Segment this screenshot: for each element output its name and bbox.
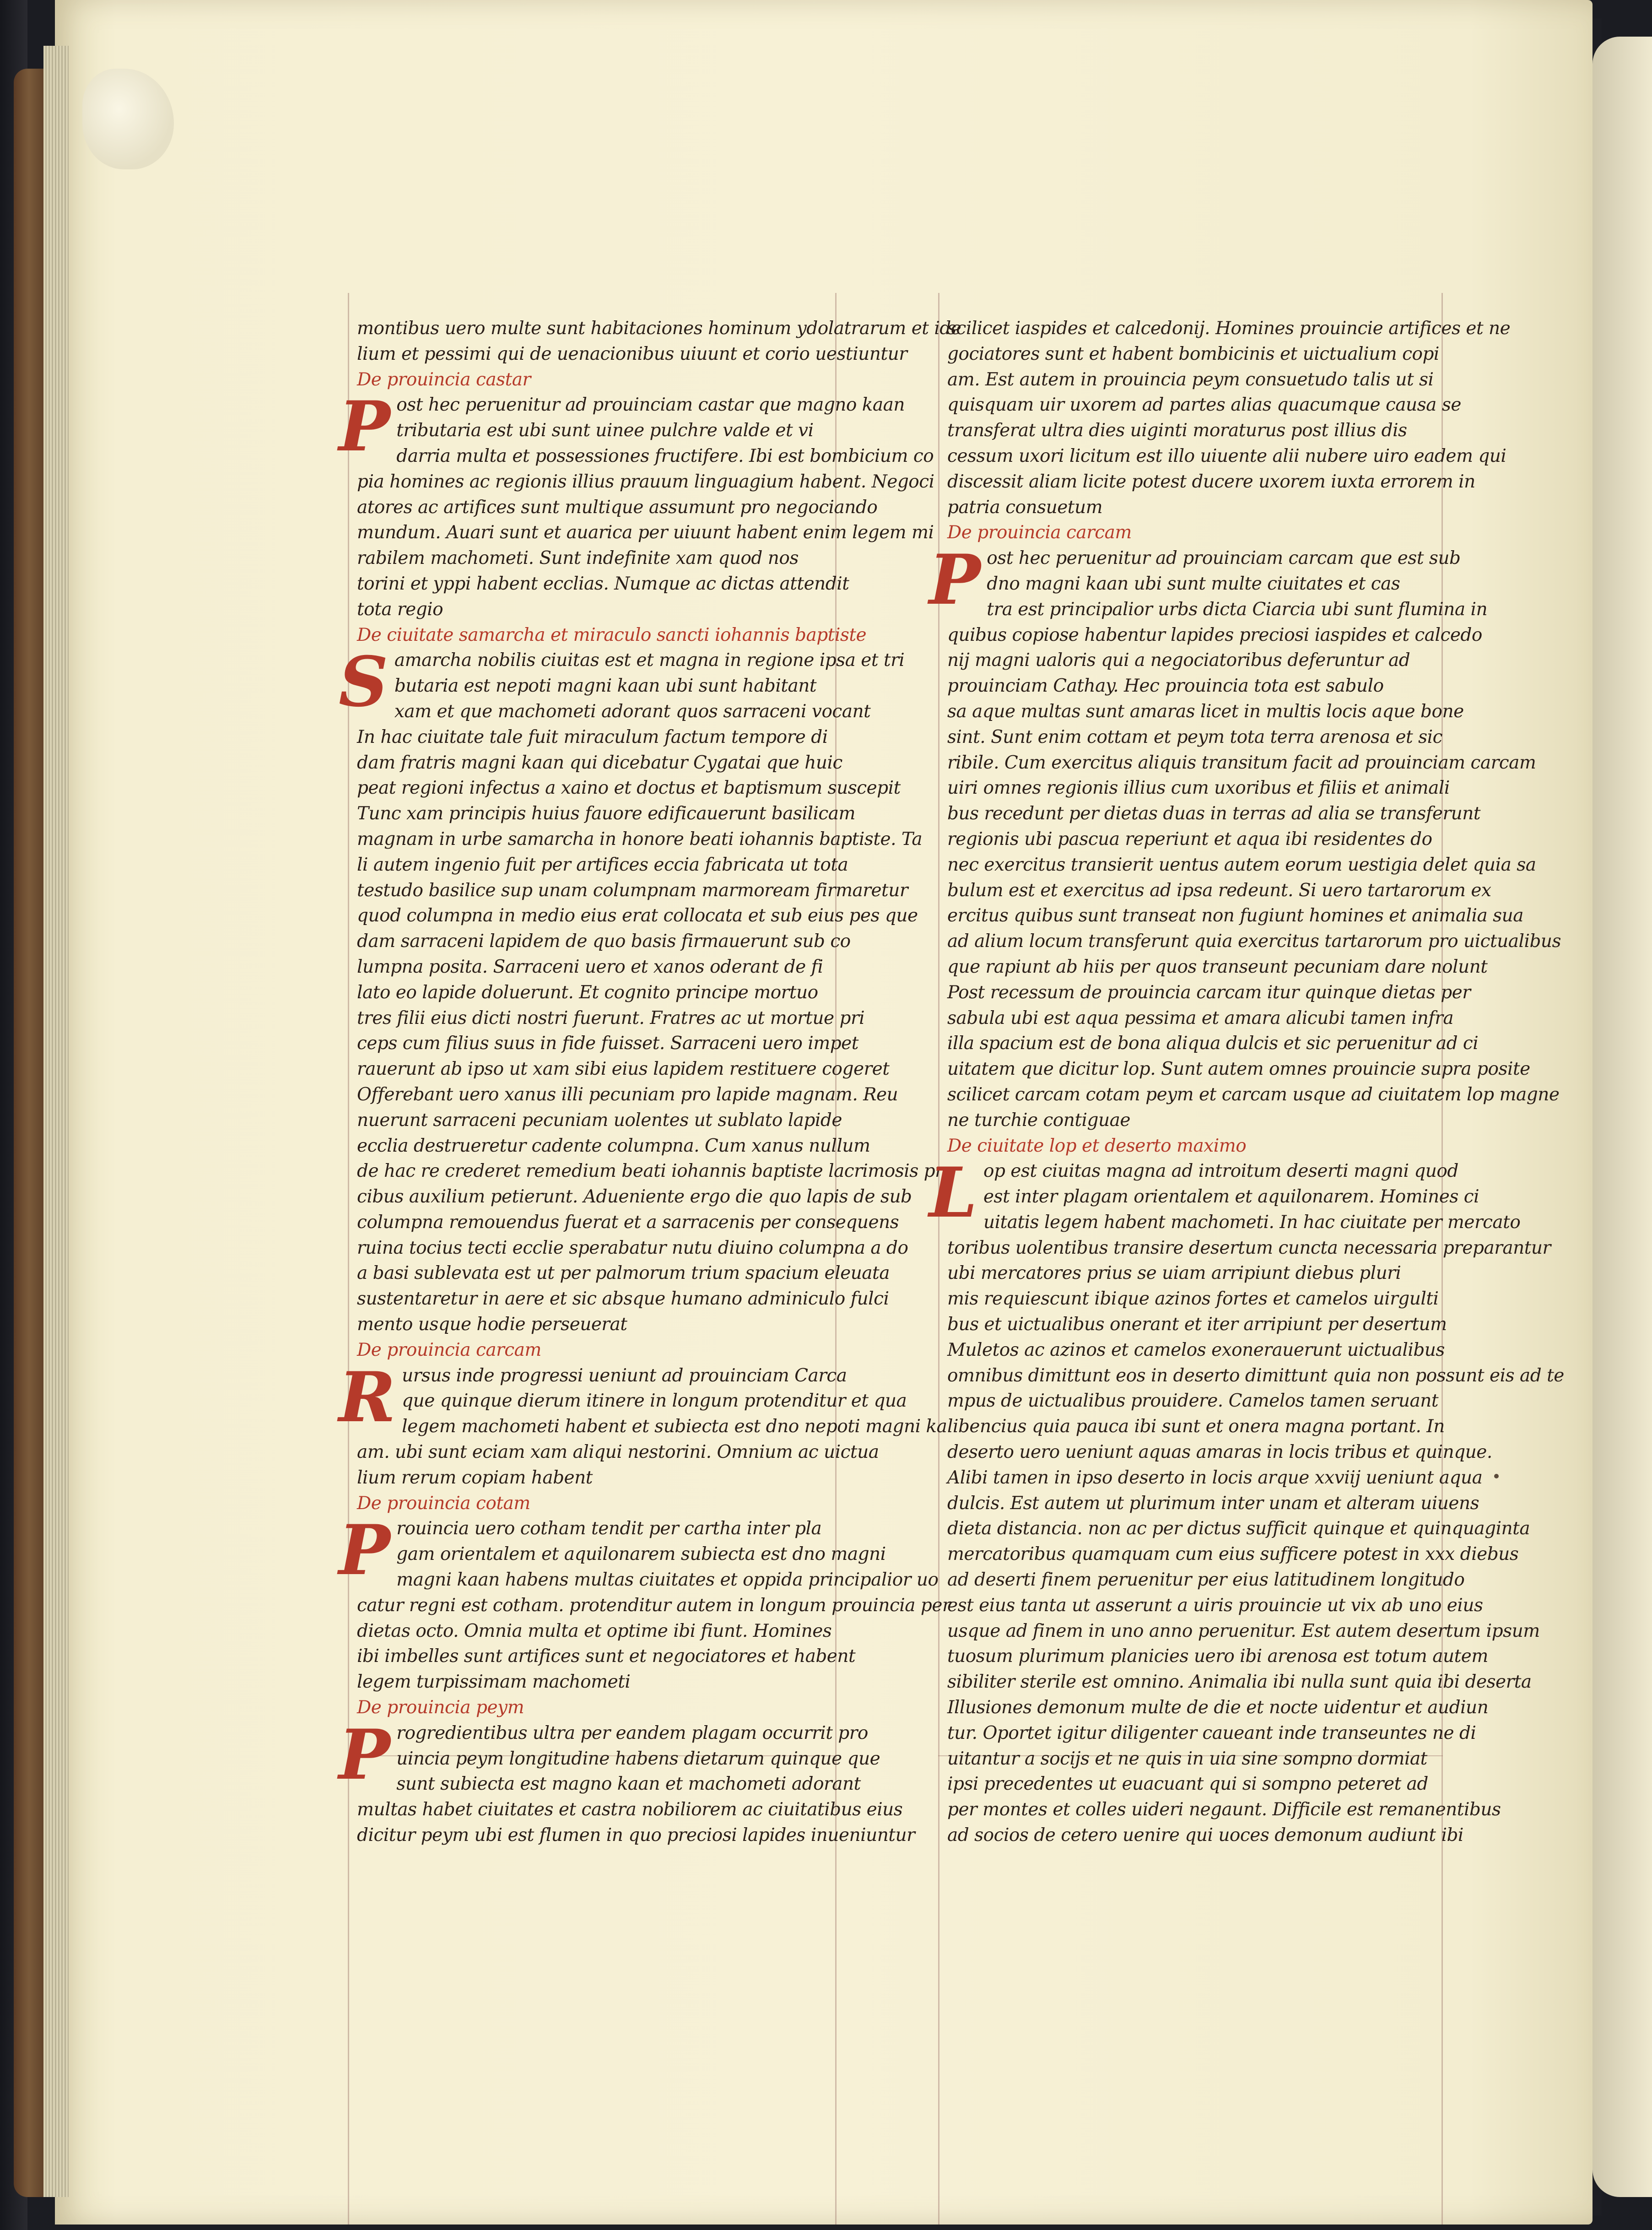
- text-line-content: ad deserti finem peruenitur per eius latitudinem longitudo: [947, 1570, 1465, 1591]
- text-line-content: uincia peym longitudine habens dietarum quinque que: [396, 1748, 880, 1769]
- text-line-content: dieta distancia. non ac per dictus sufficit quinque et quinquaginta: [947, 1518, 1530, 1539]
- text-line-content: uitatis legem habent machometi. In hac ciuitate per mercato: [983, 1212, 1521, 1233]
- text-line-content: sunt subiecta est magno kaan et machometi adorant: [396, 1774, 861, 1795]
- text-line: [357, 1593, 951, 1618]
- chapter-heading: De prouincia carcam: [357, 1339, 541, 1360]
- text-line: [947, 1006, 1454, 1031]
- text-line: [357, 1286, 889, 1312]
- text-line: [947, 1823, 1463, 1848]
- text-line: [947, 699, 1464, 725]
- text-line-content: multas habet ciuitates et castra nobiliorem ac ciuitatibus eius: [357, 1799, 903, 1820]
- text-line-content: sibiliter sterile est omnino. Animalia ibi nulla sunt quia ibi deserta: [947, 1672, 1532, 1693]
- text-line: [947, 775, 1450, 801]
- text-line: [947, 1056, 1530, 1082]
- text-line-content: dam sarraceni lapidem de quo basis firmauerunt sub co: [357, 931, 851, 952]
- text-line: [947, 1542, 1519, 1567]
- text-line-content: xam et que machometi adorant quos sarraceni vocant: [394, 701, 871, 722]
- text-line-content: tributaria est ubi sunt uinee pulchre valde et vi: [396, 420, 814, 441]
- decorated-initial: P: [339, 1510, 390, 1591]
- text-line-content: bulum est et exercitus ad ipsa redeunt. Si uero tartarorum ex: [947, 880, 1491, 901]
- text-line: [357, 750, 842, 776]
- ruling-left-outer: [348, 293, 349, 2225]
- text-line-content: sa aque multas sunt amaras licet in multis locis aque bone: [947, 701, 1464, 722]
- text-line: [947, 571, 1446, 597]
- text-line-content: Offerebant uero xanus illi pecuniam pro lapide magnam. Reu: [357, 1084, 898, 1105]
- decorated-initial: P: [339, 1714, 390, 1795]
- text-line: [947, 980, 1471, 1006]
- text-line: [357, 673, 842, 699]
- text-line: [947, 1031, 1479, 1056]
- text-line-content: ipsi precedentes ut euacuant qui si sompno peteret ad: [947, 1774, 1428, 1795]
- text-line: [357, 1771, 861, 1797]
- text-line: [357, 827, 923, 852]
- text-line-content: legem turpissimam machometi: [357, 1672, 631, 1693]
- text-line-content: lumpna posita. Sarraceni uero et xanos oderant de fi: [357, 956, 823, 977]
- text-line-content: bus recedunt per dietas duas in terras ad alia se transferunt: [947, 803, 1480, 824]
- text-line: [947, 1644, 1488, 1669]
- text-line: [947, 1108, 1446, 1133]
- text-line-content: magnam in urbe samarcha in honore beati iohannis baptiste. Ta: [357, 828, 923, 850]
- text-line: [947, 878, 1491, 904]
- facing-page-edge: [1593, 37, 1652, 2197]
- text-line: [357, 1261, 890, 1286]
- text-line: [357, 1669, 842, 1695]
- text-line: [357, 1006, 865, 1031]
- text-line: [357, 954, 842, 980]
- text-line-content: uitantur a socijs et ne quis in uia sine sompno dormiat: [947, 1748, 1427, 1769]
- text-line-content: nec exercitus transierit uentus autem eorum uestigia delet quia sa: [947, 854, 1536, 875]
- text-line: [947, 1261, 1446, 1286]
- left-column: [339, 316, 961, 1848]
- text-line-content: pia homines ac regionis illius prauum linguagium habent. Negoci: [357, 471, 934, 492]
- text-line-content: dno magni kaan ubi sunt multe ciuitates et cas: [987, 573, 1400, 594]
- text-line-content: ibi imbelles sunt artifices sunt et negociatores et habent: [357, 1646, 856, 1667]
- text-line: [947, 903, 1523, 929]
- text-line-content: rogredientibus ultra per eandem plagam occurrit pro: [396, 1722, 868, 1743]
- text-line: [947, 1491, 1479, 1516]
- text-line-content: li autem ingenio fuit per artifices eccia fabricata ut tota: [357, 854, 848, 875]
- text-line-content: Post recessum de prouincia carcam itur quinque dietas per: [947, 982, 1471, 1003]
- text-line-content: am. ubi sunt eciam xam aliqui nestorini. Omnium ac uictua: [357, 1442, 879, 1463]
- text-line: [357, 1542, 886, 1567]
- text-line-content: deserto uero ueniunt aquas amaras in locis tribus et quinque.: [947, 1442, 1492, 1463]
- chapter-heading: De prouincia peym: [357, 1697, 524, 1718]
- text-line: [357, 546, 842, 571]
- text-line: [947, 1286, 1446, 1312]
- text-line-content: columpna remouendus fuerat et a sarracenis per consequens: [357, 1212, 899, 1233]
- text-line: [947, 801, 1480, 827]
- text-line-content: prouinciam Cathay. Hec prouincia tota est sabulo: [947, 676, 1384, 697]
- text-line: [947, 648, 1446, 673]
- text-line-content: ribile. Cum exercitus aliquis transitum facit ad prouinciam carcam: [947, 752, 1536, 773]
- text-line: [947, 1669, 1532, 1695]
- text-line-content: gam orientalem et aquilonarem subiecta est dno magni: [396, 1544, 886, 1565]
- text-line: [947, 673, 1446, 699]
- text-line-content: tres filii eius dicti nostri fuerunt. Fratres ac ut mortue pri: [357, 1007, 865, 1028]
- text-line: quisquam uir uxorem ad partes alias quacumque causa se: [947, 395, 1461, 416]
- text-line: [947, 1235, 1551, 1261]
- text-line: [357, 1184, 912, 1210]
- text-line-content: sabula ubi est aqua pessima et amara alicubi tamen infra: [947, 1007, 1454, 1028]
- text-line-content: libencius quia pauca ibi sunt et onera magna portant. In: [947, 1416, 1445, 1437]
- text-line: [357, 469, 934, 495]
- text-line: [947, 1516, 1530, 1542]
- text-line: am. Est autem in prouincia peym consuetudo talis ut si: [947, 369, 1434, 390]
- text-line-content: sustentaretur in aere et sic absque humano adminiculo fulci: [357, 1288, 889, 1310]
- text-line-content: ad socios de cetero uenire qui uoces demonum audiunt ibi: [947, 1825, 1463, 1846]
- text-line: [947, 1746, 1446, 1772]
- chapter-section: [929, 1133, 1564, 1848]
- text-line: [947, 1312, 1446, 1337]
- text-line: [947, 1363, 1564, 1389]
- text-line: [947, 954, 1488, 980]
- text-line: [947, 1593, 1483, 1618]
- text-line-content: Muletos ac azinos et camelos exonerauerunt uictualibus: [947, 1339, 1445, 1360]
- decorated-initial: S: [339, 642, 388, 723]
- text-line: [357, 1414, 947, 1440]
- text-line: cessum uxori licitum est illo uiuente alii nubere uiro eadem qui: [947, 445, 1506, 466]
- text-line-content: toribus uolentibus transire desertum cuncta necessaria preparantur: [947, 1237, 1551, 1258]
- text-line-content: cibus auxilium petierunt. Adueniente ergo die quo lapis de sub: [357, 1186, 912, 1207]
- text-line: [947, 1440, 1492, 1465]
- text-line-content: rabilem machometi. Sunt indefinite xam quod nos: [357, 548, 799, 569]
- text-line-content: lium rerum copiam habent: [357, 1467, 593, 1488]
- text-line-content: butaria est nepoti magni kaan ubi sunt habitant: [394, 676, 817, 697]
- text-line: [357, 1031, 858, 1056]
- text-line-content: tra est principalior urbs dicta Ciarcia ubi sunt flumina in: [987, 599, 1488, 620]
- text-line: [357, 1823, 915, 1848]
- chapter-section: [339, 1695, 915, 1848]
- chapter-heading: De prouincia cotam: [357, 1493, 530, 1514]
- text-line: [357, 571, 849, 597]
- text-line-content: legem machometi habent et subiecta est dno nepoti magni ka: [402, 1416, 947, 1437]
- page-edges: [43, 46, 69, 2197]
- chapter-heading: De ciuitate samarcha et miraculo sancti iohannis baptiste: [357, 624, 867, 645]
- text-line: discessit aliam licite potest ducere uxorem iuxta errorem in: [947, 471, 1475, 492]
- text-line-content: ost hec peruenitur ad prouinciam carcam que est sub: [987, 548, 1461, 569]
- text-line-content: per montes et colles uideri negaunt. Difficile est remanentibus: [947, 1799, 1501, 1820]
- text-line-content: lato eo lapide doluerunt. Et cognito principe mortuo: [357, 982, 818, 1003]
- text-line-content: regionis ubi pascua reperiunt et aqua ibi residentes do: [947, 828, 1432, 850]
- decorated-initial: P: [929, 540, 981, 621]
- text-line: [357, 1797, 903, 1823]
- text-line-content: omnibus dimittunt eos in deserto dimittunt quia non possunt eis ad te: [947, 1365, 1564, 1386]
- text-line: [947, 1695, 1489, 1721]
- text-line-content: dietas octo. Omnia multa et optime ibi fiunt. Homines: [357, 1620, 832, 1641]
- text-line: [357, 1746, 880, 1772]
- text-line-content: atores ac artifices sunt multique assumunt pro negociando: [357, 497, 878, 518]
- text-line-content: de hac re crederet remedium beati iohannis baptiste lacrimosis pre: [357, 1161, 954, 1182]
- text-line: [357, 801, 856, 827]
- text-line-content: testudo basilice sup unam columpnam marmoream firmaretur: [357, 880, 908, 901]
- text-line-content: Illusiones demonum multe de die et nocte uidentur et audiun: [947, 1697, 1489, 1718]
- text-line: [357, 903, 918, 929]
- text-line: [357, 878, 908, 904]
- text-line: [357, 775, 901, 801]
- text-line: [357, 1210, 899, 1235]
- text-line-content: ercitus quibus sunt transeat non fugiunt homines et animalia sua: [947, 905, 1523, 926]
- decorated-initial: L: [929, 1153, 977, 1234]
- text-line-content: In hac ciuitate tale fuit miraculum factum tempore di: [357, 726, 828, 747]
- text-line: [947, 1414, 1446, 1440]
- text-line-content: ecclia destrueretur cadente columpna. Cum xanus nullum: [357, 1135, 870, 1156]
- text-line-content: mundum. Auari sunt et auarica per uiuunt habent enim legem mi: [357, 522, 934, 543]
- text-line-content: est inter plagam orientalem et aquilonarem. Homines ci: [983, 1186, 1479, 1207]
- text-line: [357, 1235, 908, 1261]
- text-line: [947, 1210, 1521, 1235]
- text-line-content: illa spacium est de bona aliqua dulcis et sic peruenitur ad ci: [947, 1033, 1479, 1054]
- text-line-content: nuerunt sarraceni pecuniam uolentes ut sublato lapide: [357, 1110, 842, 1131]
- text-line-content: dicitur peym ubi est flumen in quo preciosi lapides inueniuntur: [357, 1825, 915, 1846]
- text-line: [357, 1567, 939, 1593]
- text-line-content: que quinque dierum itinere in longum protenditur et qua: [402, 1391, 907, 1412]
- text-line: [357, 495, 878, 520]
- text-line: [357, 1056, 890, 1082]
- text-line: [357, 1644, 856, 1669]
- text-line-content: quod columpna in medio eius erat collocata et sub eius pes que: [357, 905, 918, 926]
- text-line-content: tuosum plurimum planicies uero ibi arenosa est totum autem: [947, 1646, 1488, 1667]
- text-line: [947, 1465, 1483, 1491]
- text-line: [947, 1797, 1501, 1823]
- text-line: patria consuetum: [947, 497, 1103, 518]
- text-line: scilicet iaspides et calcedonij. Homines prouincie artifices et ne: [947, 318, 1511, 339]
- text-line-content: amarcha nobilis ciuitas est et magna in regione ipsa et tri: [394, 650, 905, 671]
- text-line: [357, 929, 851, 954]
- text-line-content: Alibi tamen in ipso deserto in locis arque xxviij ueniunt aqua: [947, 1467, 1483, 1488]
- text-line-content: est eius tanta ut asserunt a uiris prouincie ut vix ab uno eius: [947, 1595, 1483, 1616]
- text-line: [357, 1440, 879, 1465]
- text-line: [357, 1082, 898, 1108]
- text-line: gociatores sunt et habent bombicinis et uictualium copi: [947, 343, 1439, 364]
- text-line: [357, 1133, 870, 1159]
- text-line: [947, 1771, 1446, 1797]
- text-line: [357, 418, 842, 444]
- chapter-section: [339, 622, 954, 1337]
- text-line-content: magni kaan habens multas ciuitates et oppida principalior uo: [396, 1570, 939, 1591]
- text-line-content: ceps cum filius suus in fide fuisset. Sarraceni uero impet: [357, 1033, 858, 1054]
- chapter-heading: De ciuitate lop et deserto maximo: [947, 1135, 1247, 1156]
- text-line: [357, 1618, 842, 1644]
- text-line: [947, 852, 1536, 878]
- text-line-content: mis requiescunt ibique azinos fortes et camelos uirgulti: [947, 1288, 1439, 1310]
- text-line-content: scilicet carcam cotam peym et carcam usque ad ciuitatem lop magne: [947, 1084, 1560, 1105]
- chapter-section: [339, 1337, 947, 1491]
- text-line-content: uiri omnes regionis illius cum uxoribus et filiis et animali: [947, 778, 1450, 799]
- text-line: [357, 1158, 954, 1184]
- text-line: montibus uero multe sunt habitaciones hominum ydolatrarum et ide: [357, 318, 961, 339]
- text-line: [357, 980, 842, 1006]
- text-line: [947, 1082, 1560, 1108]
- text-line-content: bus et uictualibus onerant et iter arripiunt per desertum: [947, 1314, 1447, 1335]
- text-line-content: nij magni ualoris qui a negociatoribus deferuntur ad: [947, 650, 1410, 671]
- chapter-heading: De prouincia castar: [357, 369, 531, 390]
- text-line: [947, 622, 1482, 648]
- chapter-heading: De prouincia carcam: [947, 522, 1132, 543]
- text-line: [947, 1388, 1446, 1414]
- text-line-content: torini et yppi habent ecclias. Numque ac dictas attendit: [357, 573, 849, 594]
- text-line-content: peat regioni infectus a xaino et doctus et baptismum suscepit: [357, 778, 901, 799]
- text-line-content: usque ad finem in uno anno peruenitur. Est autem desertum ipsum: [947, 1620, 1540, 1641]
- text-line-content: sint. Sunt enim cottam et peym tota terra arenosa et sic: [947, 726, 1442, 747]
- text-line-content: dulcis. Est autem ut plurimum inter unam et alteram uiuens: [947, 1493, 1479, 1514]
- text-line: [947, 750, 1536, 776]
- text-line: [357, 1465, 842, 1491]
- text-line: [357, 1312, 842, 1337]
- text-line-content: catur regni est cotham. protenditur autem in longum prouincia per: [357, 1595, 951, 1616]
- text-line: [357, 725, 842, 750]
- text-line-content: tota regio: [357, 599, 443, 620]
- text-line: [947, 1567, 1465, 1593]
- text-line-content: op est ciuitas magna ad introitum deserti magni quod: [983, 1161, 1458, 1182]
- text-line: [357, 699, 871, 725]
- chapter-section: [339, 367, 934, 622]
- text-line-content: ad alium locum transferunt quia exercitus tartarorum pro uictualibus: [947, 931, 1561, 952]
- text-line: [947, 725, 1446, 750]
- text-line-content: dam fratris magni kaan qui dicebatur Cygatai que huic: [357, 752, 842, 773]
- text-line-content: rouincia uero cotham tendit per cartha inter pla: [396, 1518, 822, 1539]
- text-line: lium et pessimi qui de uenacionibus uiuunt et corio uestiuntur: [357, 343, 907, 364]
- text-line: [947, 1337, 1446, 1363]
- text-line: [357, 1108, 842, 1133]
- text-line: [357, 852, 848, 878]
- text-line: [357, 444, 934, 469]
- text-line: [357, 1388, 907, 1414]
- text-line-content: quibus copiose habentur lapides preciosi iaspides et calcedo: [947, 624, 1482, 645]
- text-line-content: mpus de uictualibus prouidere. Camelos tamen seruant: [947, 1391, 1438, 1412]
- text-line-content: rauerunt ab ipso ut xam sibi eius lapidem restituere cogeret: [357, 1059, 890, 1080]
- text-line: [947, 1721, 1476, 1746]
- text-line: [357, 597, 842, 622]
- text-line: [947, 1184, 1479, 1210]
- text-line-content: ne turchie contiguae: [947, 1110, 1130, 1131]
- text-line-content: que rapiunt ab hiis per quos transeunt pecuniam dare nolunt: [947, 956, 1488, 977]
- text-line: [947, 827, 1446, 852]
- decorated-initial: P: [339, 386, 390, 467]
- text-line: [947, 929, 1561, 954]
- text-line-content: tur. Oportet igitur diligenter caueant inde transeuntes ne di: [947, 1722, 1476, 1743]
- text-line-content: uitatem que dicitur lop. Sunt autem omnes prouincie supra posite: [947, 1059, 1530, 1080]
- text-line-content: ost hec peruenitur ad prouinciam castar que magno kaan: [396, 395, 905, 416]
- text-line-content: ruina tocius tecti ecclie sperabatur nutu diuino columpna a do: [357, 1237, 908, 1258]
- decorated-initial: R: [339, 1357, 396, 1438]
- text-line-content: Tunc xam principis huius fauore edificauerunt basilicam: [357, 803, 856, 824]
- ink-speck: [1494, 1474, 1499, 1478]
- right-column: [929, 316, 1564, 1848]
- text-line: transferat ultra dies uiginti moraturus post illius dis: [947, 420, 1407, 441]
- text-line-content: darria multa et possessiones fructifere. Ibi est bombicium co: [396, 445, 934, 466]
- text-line-content: ubi mercatores prius se uiam arripiunt diebus pluri: [947, 1263, 1401, 1284]
- text-line-content: a basi sublevata est ut per palmorum trium spacium eleuata: [357, 1263, 890, 1284]
- text-line-content: mento usque hodie perseuerat: [357, 1314, 627, 1335]
- chapter-section: [929, 520, 1561, 1133]
- text-line: [947, 1618, 1540, 1644]
- text-line-content: mercatoribus quamquam cum eius sufficere potest in xxx diebus: [947, 1544, 1519, 1565]
- chapter-section: [339, 1491, 951, 1695]
- text-line: [357, 520, 934, 546]
- text-line-content: ursus inde progressi ueniunt ad prouinciam Carca: [402, 1365, 847, 1386]
- text-line: [947, 597, 1488, 622]
